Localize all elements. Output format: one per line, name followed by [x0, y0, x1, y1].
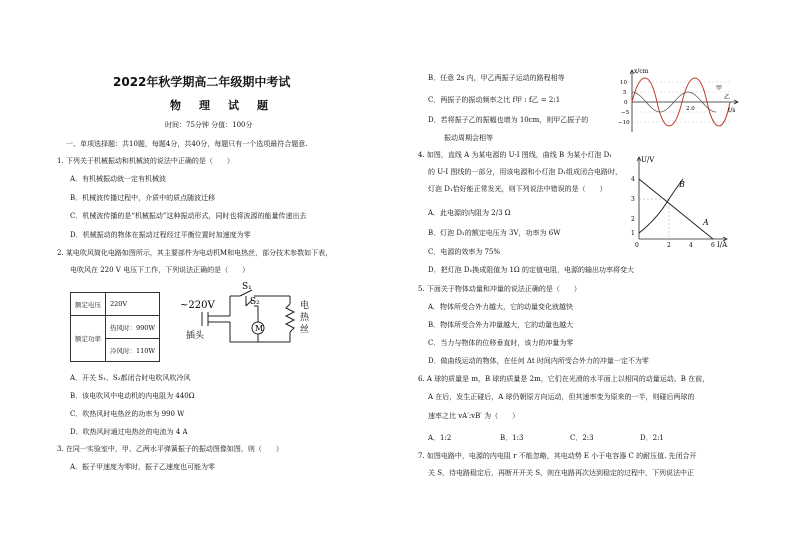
plug-label: 插头 [186, 331, 205, 341]
ui-x-tick-2: 2 [667, 242, 671, 249]
question-5-option-b: B．物体所受合外力冲量越大，它的动量也越大 [428, 321, 574, 329]
question-6-option-a: A．1:2 [428, 434, 452, 442]
heater-label-2: 热 [300, 313, 310, 323]
osc-y-tick-0: 0 [624, 100, 628, 106]
question-4-stem-line2: 的 U-I 图线的一部分，用该电源和小灯泡 D₁组成闭合电路时， [428, 168, 622, 176]
question-6-option-c: C．2:3 [570, 434, 594, 442]
exam-meta: 时间：75分钟 分值：100分 [165, 121, 253, 129]
question-4-option-d: D．把灯泡 D₁换成阻值为 1Ω 的定值电阻，电源的输出功率将变大 [428, 266, 634, 274]
ui-y-tick-4: 4 [631, 176, 635, 183]
question-6-stem-line1: 6. A 球的质量是 m，B 球的质量是 2m，它们在光滑的水平面上以相同的动量运动。B 在前， [418, 375, 710, 383]
question-5-option-d: D．做曲线运动的物体，在任何 Δt 时间内所受合外力的冲量一定不为零 [428, 357, 649, 365]
question-6-stem-line2: A 在后，发生正碰后，A 球仍朝原方向运动，但其速率变为原来的一半，则碰后两球的 [428, 393, 695, 401]
question-5-option-c: C．当力与物体的位移垂直时，该力的冲量为零 [428, 339, 574, 347]
curve-b [639, 179, 683, 233]
osc-x-label: t/s [728, 107, 736, 114]
osc-y-tick-5: 5 [623, 90, 627, 96]
rated-voltage-value: 220V [106, 293, 160, 316]
question-6-option-b: B．1:3 [500, 434, 524, 442]
question-6-stem-line3: 速率之比 vA′:vB′ 为（ ） [428, 412, 520, 420]
question-5-option-a: A．物体所受合外力越大，它的动量变化就越快 [428, 303, 574, 311]
question-6-option-d: D．2:1 [640, 434, 664, 442]
question-1-stem: 1. 下列关于机械振动和机械波的说法中正确的是（ ） [57, 157, 234, 165]
question-7-stem-line1: 7. 如图电路中，电源的内电阻 r 不能忽略，其电动势 E 小于电容器 C 的耐压值. 先闭合开 [418, 452, 697, 460]
ui-x-label: I/A [717, 241, 728, 249]
question-7-stem-line2: 关 S，待电路稳定后，再断开开关 S，则在电路再次达到稳定的过程中，下列说法中正 [428, 469, 695, 477]
ui-label-a: A [703, 218, 709, 227]
osc-y-tick-10: 10 [620, 80, 627, 86]
question-4-stem-line3: 灯泡 D₁恰好能正常发光，则下列说法中错误的是（ ） [428, 185, 607, 193]
osc-y-tick-neg5: −5 [621, 110, 630, 116]
ui-graph [627, 153, 732, 248]
question-3-stem: 3. 在同一实验室中，甲、乙两水平弹簧振子的振动图像如图，则（ ） [57, 445, 283, 453]
cold-air-power: 冷风时：110W [106, 339, 160, 362]
question-2-option-a: A．开关 S₁、S₂都闭合时电吹风吹冷风 [70, 374, 191, 382]
subject-title: 物理试题 [170, 99, 286, 112]
heater-label-3: 丝 [300, 325, 310, 335]
question-3-option-c: C．两振子的振动频率之比 f甲 : f乙 = 2:1 [428, 96, 561, 104]
spec-table [70, 292, 160, 362]
heater-label-1: 电 [300, 301, 310, 311]
question-1-option-c: C．机械波传播的是“机械振动”这种振动形式，同时也将波源的能量传递出去 [70, 212, 307, 220]
rated-power-label: 额定功率 [71, 316, 106, 362]
question-2-option-d: D．吹热风时通过电热丝的电流为 4 A [70, 428, 188, 436]
exam-title: 2022年秋学期高二年级期中考试 [113, 75, 291, 89]
question-1-option-b: B．机械波传播过程中，介质中的质点随波迁移 [70, 194, 216, 202]
ui-y-label: U/V [641, 156, 655, 164]
question-4-option-c: C．电源的效率为 75% [428, 248, 501, 256]
question-3-option-a: A．振子甲速度为零时，振子乙速度也可能为零 [70, 463, 216, 471]
switch-s2-label: S₂ [250, 297, 260, 307]
ui-x-tick-6: 6 [711, 242, 715, 249]
ui-y-tick-2: 2 [631, 216, 635, 223]
question-2-option-c: C．吹热风时电热丝的功率为 990 W [70, 410, 185, 418]
ui-y-tick-3: 3 [631, 196, 635, 203]
ui-y-tick-1: 1 [631, 230, 635, 237]
osc-x-tick: 2.0 [686, 106, 695, 112]
source-label: ~220V [180, 300, 215, 311]
question-2-stem-line1: 2. 某电吹风简化电路如图所示，其主要部件为电动机M和电热丝，部分技术参数如下表， [57, 249, 333, 257]
question-3-option-d-line2: 振动周期会相等 [444, 134, 493, 142]
question-1-option-d: D．机械振动的物体在振动过程经过平衡位置时加速度为零 [70, 231, 251, 239]
osc-y-tick-neg10: −10 [618, 120, 630, 126]
question-3-option-b: B．任意 2s 内，甲乙两振子运动的路程相等 [428, 74, 565, 82]
question-4-stem-line1: 4. 如图，直线 A 为某电源的 U-I 图线，曲线 B 为某小灯泡 D₁ [418, 151, 613, 159]
switch-s1-label: S₁ [242, 282, 252, 292]
motor-label: M [255, 324, 264, 333]
question-1-option-a: A．有机械振动就一定有机械波 [70, 175, 167, 183]
section-heading: 一、单项选择题：共10题，每题4分，共40分，每题只有一个选项最符合题意. [66, 140, 308, 148]
ui-x-tick-4: 4 [689, 242, 693, 249]
osc-y-label: x/cm [634, 68, 649, 75]
oscillation-graph [620, 66, 745, 136]
question-3-option-d-line1: D．若将振子乙的振幅也增为 10cm，则甲乙振子的 [428, 116, 589, 124]
osc-label-yi: 乙 [724, 94, 731, 101]
question-5-stem: 5. 下面关于物体动量和冲量的说法正确的是（ ） [418, 285, 581, 293]
hair-dryer-circuit [180, 282, 320, 362]
question-2-stem-line2: 电吹风在 220 V 电压下工作，下列说法正确的是（ ） [70, 266, 250, 274]
question-4-option-b: B．灯泡 D₁的额定电压为 3V，功率为 6W [428, 229, 561, 237]
ui-label-b: B [679, 180, 685, 189]
question-4-option-a: A．此电源的内阻为 2/3 Ω [428, 209, 511, 217]
osc-label-jia: 甲 [716, 85, 723, 92]
hot-air-power: 热风时：990W [106, 316, 160, 339]
ui-x-tick-0: 0 [635, 242, 639, 249]
rated-voltage-label: 额定电压 [71, 293, 106, 316]
question-2-option-b: B．该电吹风中电动机的内电阻为 440Ω [70, 392, 195, 400]
